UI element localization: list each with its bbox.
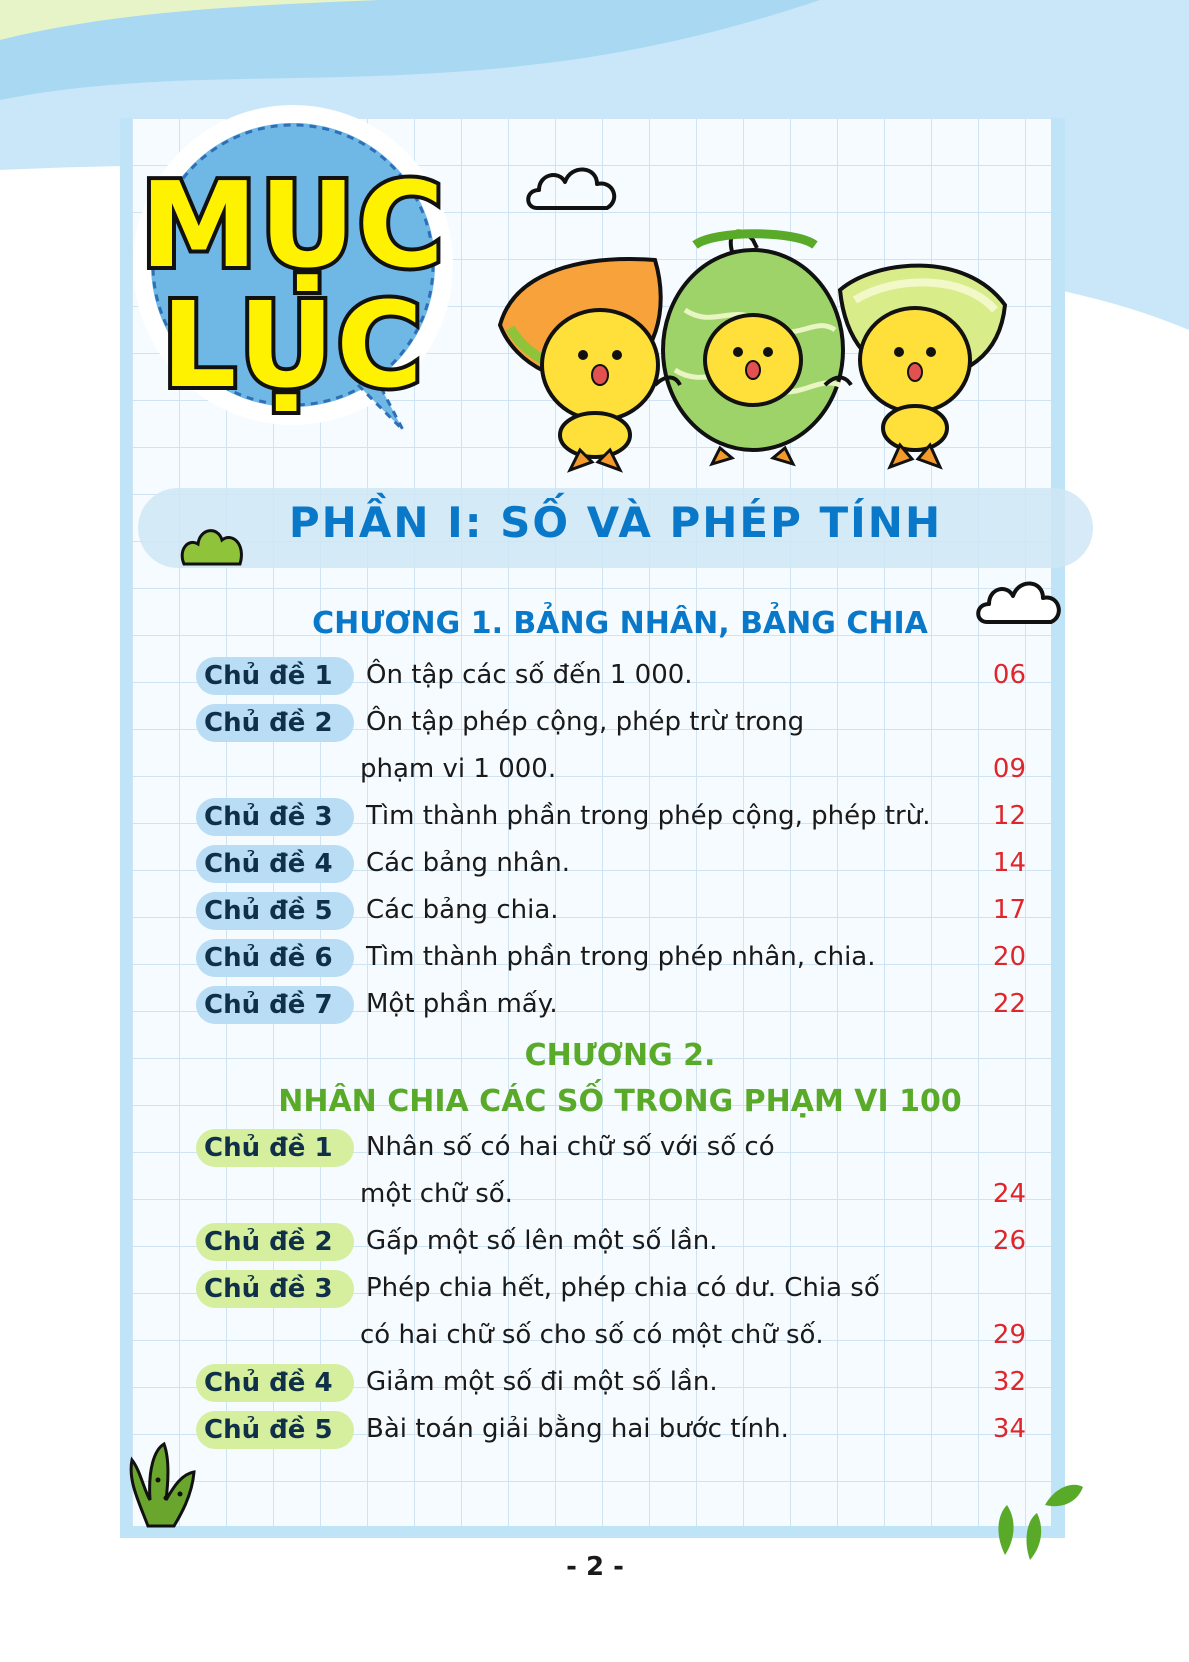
topic-page-number: 17 <box>992 895 1026 925</box>
topic-page-number: 20 <box>992 942 1026 972</box>
topic-title-line: một chữ số. <box>360 1179 513 1209</box>
topic-tag: Chủ đề 2 <box>196 704 354 742</box>
topic-tag: Chủ đề 2 <box>196 1223 354 1261</box>
topic-title-line: Tìm thành phần trong phép nhân, chia. <box>366 942 876 972</box>
topic-page-number: 24 <box>992 1179 1026 1209</box>
topic-tag: Chủ đề 4 <box>196 845 354 883</box>
title-word-muc: MỤC <box>140 156 446 294</box>
topic-title-line: Các bảng nhân. <box>366 848 570 878</box>
topic-tag: Chủ đề 4 <box>196 1364 354 1402</box>
topic-page-number: 26 <box>992 1226 1026 1256</box>
topic-page-number: 06 <box>992 660 1026 690</box>
topic-tag: Chủ đề 1 <box>196 1129 354 1167</box>
topic-page-number: 29 <box>992 1320 1026 1350</box>
chapter2-title <box>250 1033 990 1125</box>
topic-title-line: có hai chữ số cho số có một chữ số. <box>360 1320 824 1350</box>
topic-title-line: Bài toán giải bằng hai bước tính. <box>366 1414 789 1444</box>
topic-tag: Chủ đề 3 <box>196 1270 354 1308</box>
title-word-luc: LỤC <box>161 276 425 414</box>
topic-title-line: Các bảng chia. <box>366 895 559 925</box>
topic-page-number: 34 <box>992 1414 1026 1444</box>
topic-page-number: 22 <box>992 989 1026 1019</box>
topic-tag: Chủ đề 1 <box>196 657 354 695</box>
melon-mascots-illustration <box>495 150 1075 490</box>
chapter2-title-line1: CHƯƠNG 2. <box>524 1038 716 1073</box>
light-melon-chick-icon <box>840 266 1005 467</box>
topic-title-line: Gấp một số lên một số lần. <box>366 1226 718 1256</box>
topic-tag: Chủ đề 5 <box>196 892 354 930</box>
topic-page-number: 14 <box>992 848 1026 878</box>
topic-tag: Chủ đề 6 <box>196 939 354 977</box>
cactus-plant-icon <box>118 1440 208 1530</box>
title-bubble <box>118 100 468 450</box>
orange-melon-chick-icon <box>500 259 661 470</box>
topic-title-line: Tìm thành phần trong phép cộng, phép trừ. <box>366 801 931 831</box>
chapter2-title-line2: NHÂN CHIA CÁC SỐ TRONG PHẠM VI 100 <box>278 1084 962 1119</box>
topic-title-line: Ôn tập phép cộng, phép trừ trong <box>366 707 805 737</box>
topic-page-number: 32 <box>992 1367 1026 1397</box>
chapter1-title: CHƯƠNG 1. BẢNG NHÂN, BẢNG CHIA <box>312 606 928 641</box>
leaves-icon <box>985 1465 1085 1565</box>
topic-page-number: 12 <box>992 801 1026 831</box>
topic-title-line: Ôn tập các số đến 1 000. <box>366 660 693 690</box>
topic-tag: Chủ đề 5 <box>196 1411 354 1449</box>
part-title: PHẦN I: SỐ VÀ PHÉP TÍNH <box>288 498 943 547</box>
green-melon-chick-icon <box>655 232 851 464</box>
page-number: - 2 - <box>566 1552 624 1582</box>
topic-title-line: Giảm một số đi một số lần. <box>366 1367 718 1397</box>
topic-page-number: 09 <box>992 754 1026 784</box>
topic-title-line: Phép chia hết, phép chia có dư. Chia số <box>366 1273 880 1303</box>
topic-tag: Chủ đề 7 <box>196 986 354 1024</box>
topic-tag: Chủ đề 3 <box>196 798 354 836</box>
topic-title-line: phạm vi 1 000. <box>360 754 557 784</box>
topic-title-line: Nhân số có hai chữ số với số có <box>366 1132 775 1162</box>
topic-title-line: Một phần mấy. <box>366 989 558 1019</box>
